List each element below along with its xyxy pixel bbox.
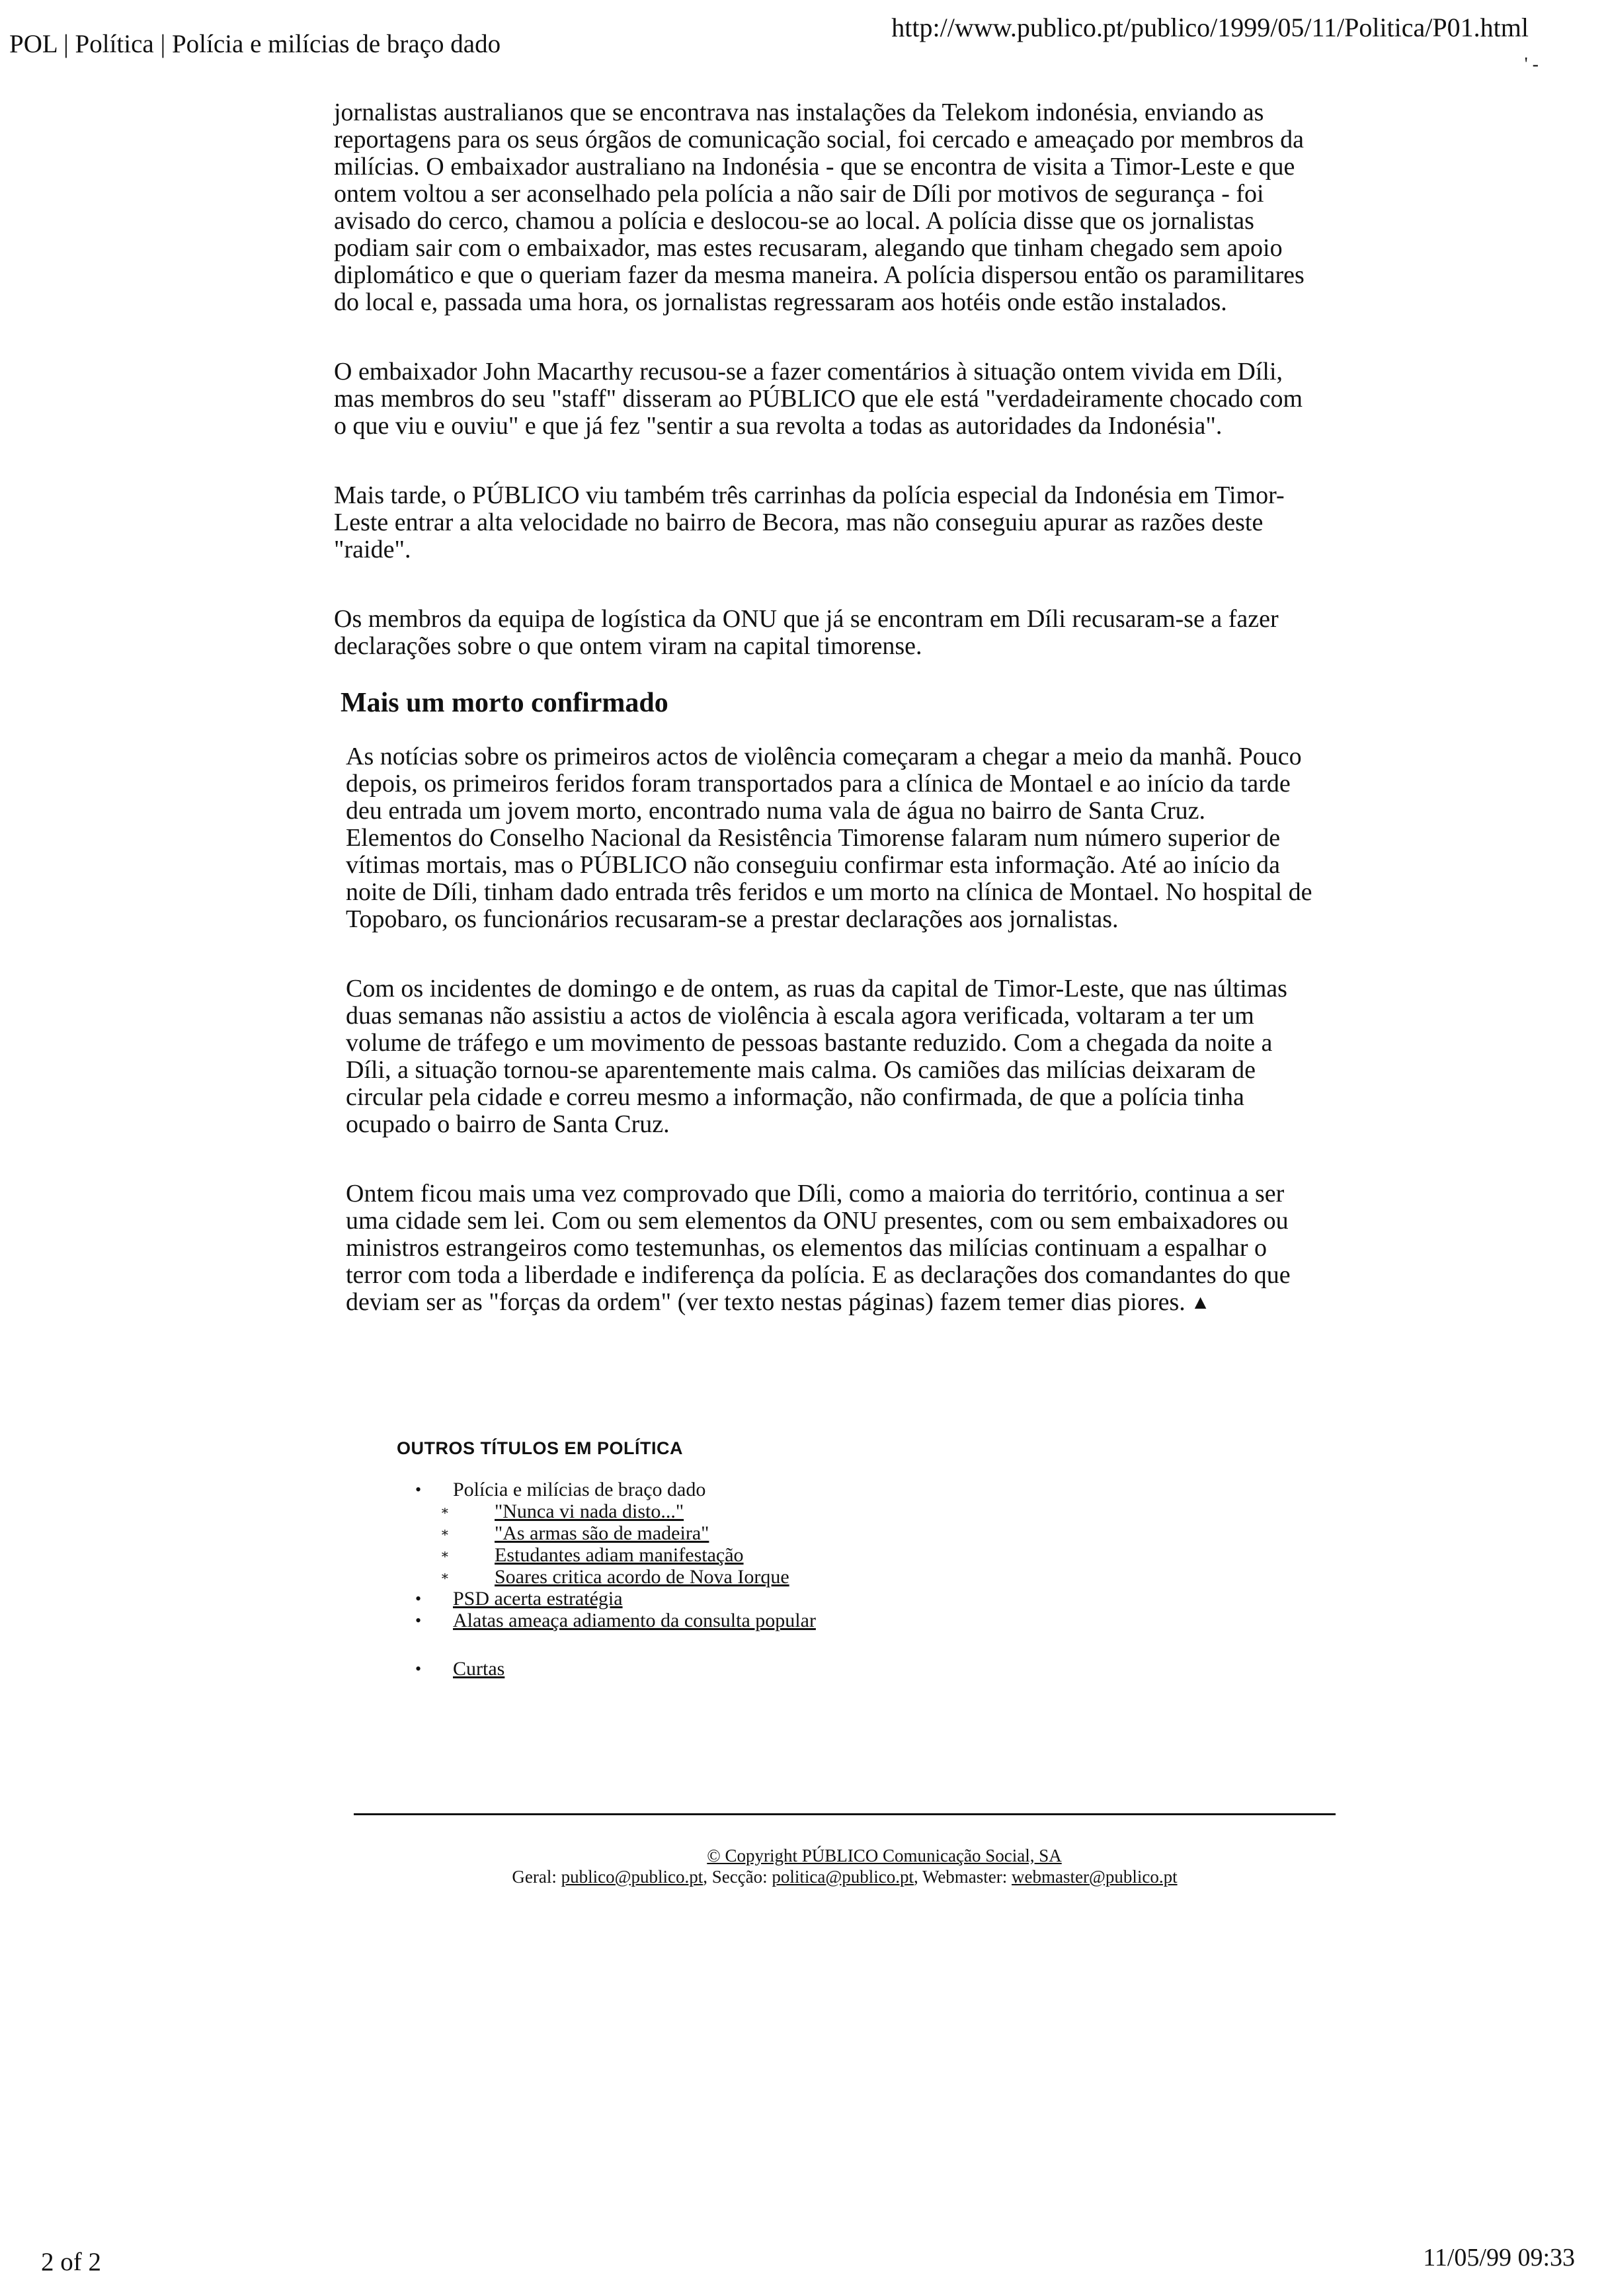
article-paragraph: Os membros da equipa de logística da ONU que já se encontram em Díli recusaram-se a fazer declarações sobre o que ontem viram na capital timorense. [334, 605, 1279, 660]
print-header-url: http://www.publico.pt/publico/1999/05/11/Politica/P01.html [891, 13, 1529, 42]
related-link[interactable]: PSD acerta estratégia [453, 1588, 623, 1610]
footer-contacts [354, 1866, 1336, 1887]
list-item[interactable] [397, 1566, 1322, 1588]
bullet-icon: ∗ [440, 1569, 450, 1584]
webmaster-label: , Webmaster: [913, 1867, 1008, 1887]
related-link[interactable]: "As armas são de madeira" [495, 1522, 709, 1544]
seccao-email-link[interactable]: politica@publico.pt [772, 1867, 914, 1887]
bullet-icon: ∗ [440, 1547, 450, 1562]
list-item [397, 1479, 1322, 1500]
print-timestamp: 11/05/99 09:33 [1423, 2244, 1575, 2272]
bullet-icon: ∗ [440, 1526, 450, 1540]
article-section [334, 743, 1312, 1316]
copyright-link[interactable]: © Copyright PÚBLICO Comunicação Social, SA [707, 1846, 1062, 1866]
page-number: 2 of 2 [41, 2248, 101, 2276]
webmaster-email-link[interactable]: webmaster@publico.pt [1012, 1867, 1178, 1887]
bullet-icon: • [415, 1611, 422, 1630]
print-header-title: POL | Política | Polícia e milícias de braço dado [9, 30, 501, 58]
related-link[interactable]: Soares critica acordo de Nova Iorque [495, 1566, 789, 1588]
current-article-title: Polícia e milícias de braço dado [453, 1479, 706, 1500]
footer [354, 1845, 1336, 1887]
list-item[interactable] [397, 1610, 1322, 1631]
bullet-icon: ∗ [440, 1504, 450, 1518]
list-item[interactable] [397, 1658, 1322, 1680]
section-heading: Mais um morto confirmado [341, 688, 668, 718]
article-paragraph: Mais tarde, o PÚBLICO viu também três carrinhas da polícia especial da Indonésia em Timor-Leste entrar a alta velocidade no bairro de Becora, mas não conseguiu apurar as razões deste "raide". [334, 481, 1285, 563]
related-titles-list [397, 1479, 1322, 1680]
related-link[interactable]: Estudantes adiam manifestação [495, 1544, 744, 1566]
list-item[interactable] [397, 1588, 1322, 1610]
bullet-icon: • [415, 1659, 422, 1678]
bullet-icon: • [415, 1589, 422, 1608]
article-paragraph-text: Ontem ficou mais uma vez comprovado que Díli, como a maioria do território, continua a ser uma cidade sem lei. Com ou sem elementos da ONU presentes, com ou sem embaixadores ou ministros estrangeiros como testemunhas, os elementos das milícias continuam a espalhar o terror com toda a liberdade e indiferença da polícia. E as declarações dos comandantes do que deviam ser as "forças da ordem" (ver texto nestas páginas) fazem temer dias piores. [346, 1180, 1291, 1316]
list-item[interactable] [397, 1500, 1322, 1522]
geral-label: Geral: [512, 1867, 557, 1887]
related-link[interactable]: Alatas ameaça adiamento da consulta popular [453, 1610, 816, 1631]
list-item[interactable] [397, 1522, 1322, 1544]
article-paragraph [346, 1180, 1312, 1316]
related-link[interactable]: "Nunca vi nada disto..." [495, 1500, 684, 1522]
end-of-article-icon: ▲ [1190, 1292, 1211, 1313]
curtas-link[interactable]: Curtas [453, 1658, 505, 1680]
geral-email-link[interactable]: publico@publico.pt [561, 1867, 704, 1887]
article-paragraph: O embaixador John Macarthy recusou-se a fazer comentários à situação ontem vivida em Díli, mas membros do seu "staff" disseram ao PÚBLICO que ele está "verdadeiramente chocado com o que viu e ouviu" e que já fez "sentir a sua revolta a todas as autoridades da Indonésia". [334, 358, 1303, 440]
bullet-icon: • [415, 1480, 422, 1499]
print-header-mark: ' - [1524, 54, 1539, 75]
list-item[interactable] [397, 1544, 1322, 1566]
seccao-label: , Secção: [703, 1867, 768, 1887]
article-paragraph: Com os incidentes de domingo e de ontem, as ruas da capital de Timor-Leste, que nas últimas duas semanas não assistiu a actos de violência à escala agora verificada, voltaram a ter um volume de tráfego e um movimento de pessoas bastante reduzido. Com a chegada da noite a Díli, a situação tornou-se aparentemente mais calma. Os camiões das milícias deixaram de circular pela cidade e correu mesmo a informação, não confirmada, de que a polícia tinha ocupado o bairro de Santa Cruz. [346, 975, 1287, 1138]
article-paragraph: jornalistas australianos que se encontrava nas instalações da Telekom indonésia, enviando as reportagens para os seus órgãos de comunicação social, foi cercado e ameaçado por membros da milícias. O embaixador australiano na Indonésia - que se encontra de visita a Timor-Leste e que ontem voltou a ser aconselhado pela polícia a não sair de Díli por motivos de segurança - foi avisado do cerco, chamou a polícia e deslocou-se ao local. A polícia disse que os jornalistas podiam sair com o embaixador, mas estes recusaram, alegando que tinham chegado sem apoio diplomático e que o queriam fazer da mesma maneira. A polícia dispersou então os paramilitares do local e, passada uma hora, os jornalistas regressaram aos hotéis onde estão instalados. [334, 99, 1305, 316]
footer-divider [354, 1813, 1336, 1815]
article-paragraph: As notícias sobre os primeiros actos de violência começaram a chegar a meio da manhã. Pouco depois, os primeiros feridos foram transportados para a clínica de Montael e ao início da tarde deu entrada um jovem morto, encontrado numa vala de água no bairro de Santa Cruz. Elementos do Conselho Nacional da Resistência Timorense falaram num número superior de vítimas mortais, mas o PÚBLICO não conseguiu confirmar esta informação. Até ao início da noite de Díli, tinham dado entrada três feridos e um morto na clínica de Montael. No hospital de Topobaro, os funcionários recusaram-se a prestar declarações aos jornalistas. [346, 743, 1312, 933]
article-body [334, 99, 1312, 1358]
related-titles [397, 1438, 1322, 1680]
related-titles-heading: OUTROS TÍTULOS EM POLÍTICA [397, 1438, 683, 1458]
